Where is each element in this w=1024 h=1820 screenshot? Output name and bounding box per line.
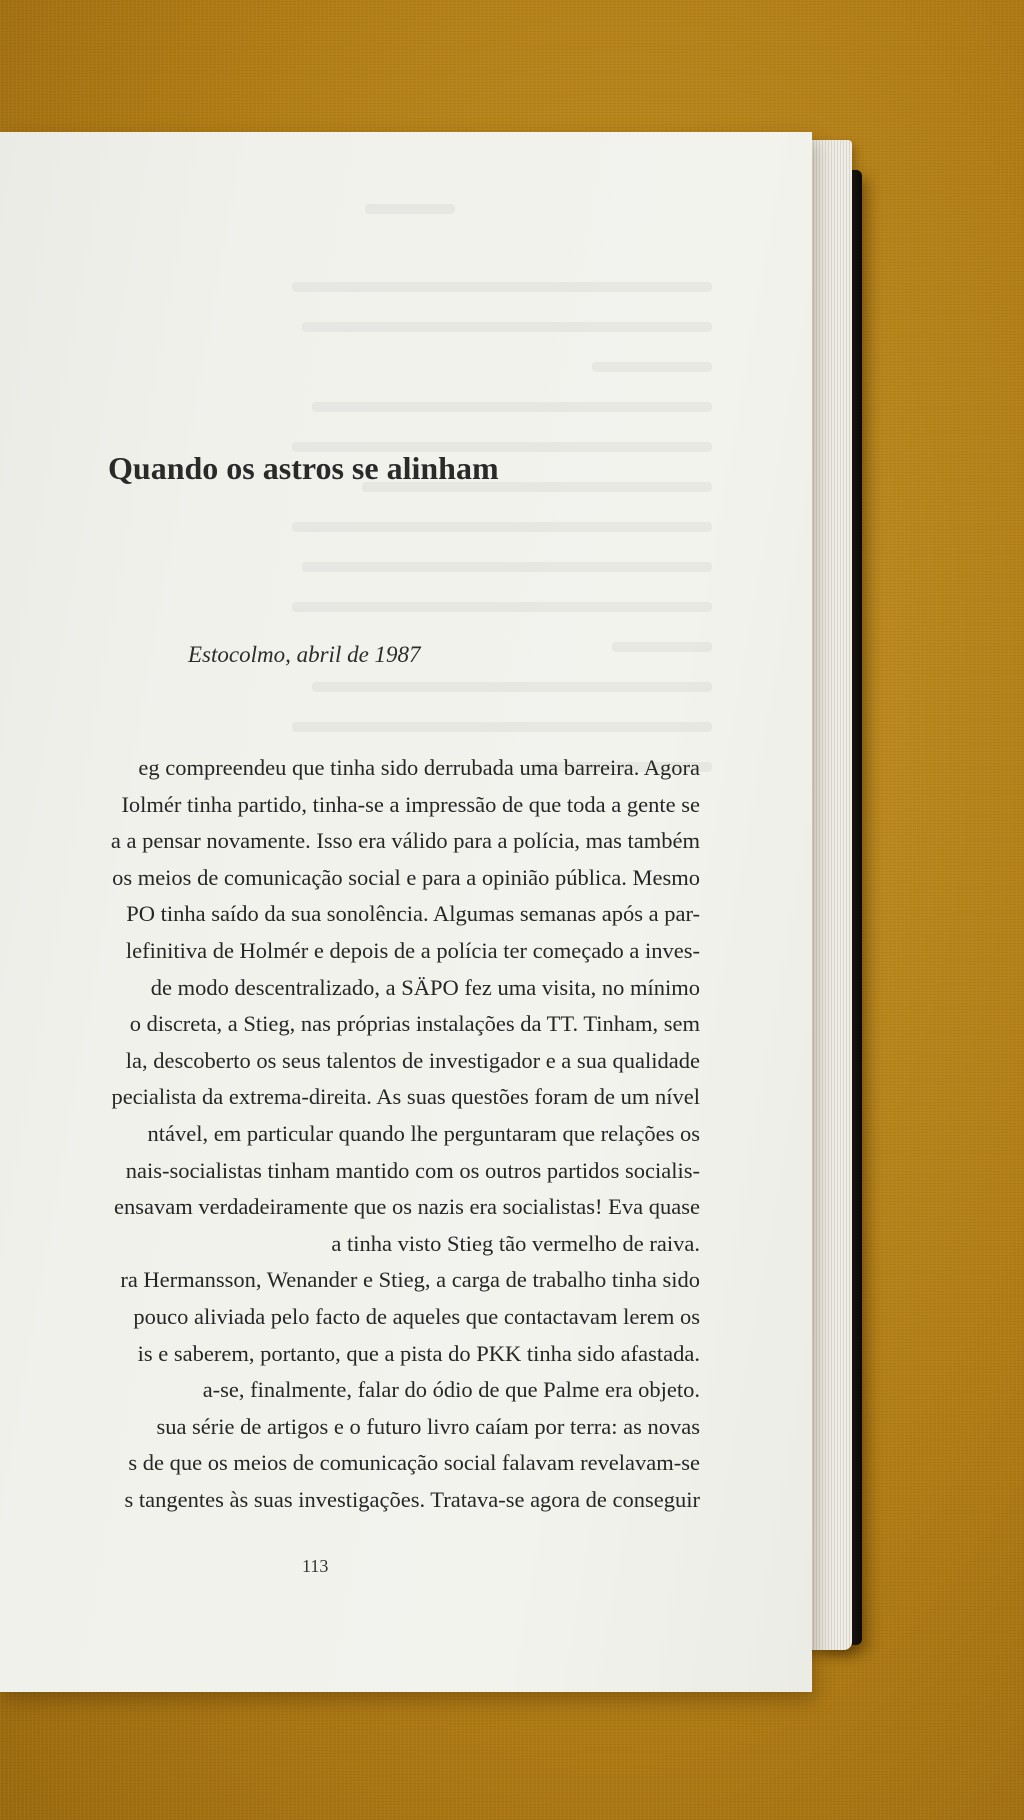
text-line: pouco aliviada pelo facto de aqueles que contactavam lerem os	[133, 1303, 700, 1329]
bleed-running-head	[365, 204, 455, 214]
text-line: s tangentes às suas investigações. Tratava-se agora de conseguir	[124, 1486, 700, 1512]
text-line: ensavam verdadeiramente que os nazis era socialistas! Eva quase	[114, 1194, 700, 1220]
text-line: PO tinha saído da sua sonolência. Algumas semanas após a par-	[126, 901, 700, 927]
text-line: o discreta, a Stieg, nas próprias instalações da TT. Tinham, sem	[129, 1011, 700, 1037]
text-line: a tinha visto Stieg tão vermelho de raiva.	[331, 1230, 700, 1256]
text-line: is e saberem, portanto, que a pista do PKK tinha sido afastada.	[137, 1340, 700, 1366]
text-line: ntável, em particular quando lhe perguntaram que relações os	[147, 1120, 700, 1146]
chapter-dateline: Estocolmo, abril de 1987	[188, 642, 421, 667]
text-line: eg compreendeu que tinha sido derrubada uma barreira. Agora	[138, 755, 700, 780]
text-line: sua série de artigos e o futuro livro caíam por terra: as novas	[156, 1413, 700, 1439]
body-text	[0, 750, 700, 1518]
text-line: de modo descentralizado, a SÄPO fez uma visita, no mínimo	[150, 974, 700, 1000]
text-line: Iolmér tinha partido, tinha-se a impressão de que toda a gente se	[121, 791, 700, 817]
chapter-title: Quando os astros se alinham	[108, 450, 499, 486]
text-line: s de que os meios de comunicação social falavam revelavam-se	[128, 1450, 700, 1476]
text-line: pecialista da extrema-direita. As suas questões foram de um nível	[111, 1084, 700, 1110]
book-page	[0, 132, 812, 1692]
text-line: lefinitiva de Holmér e depois de a polícia ter começado a inves-	[125, 937, 700, 963]
text-line: a a pensar novamente. Isso era válido para a polícia, mas também	[110, 828, 700, 854]
text-line: ra Hermansson, Wenander e Stieg, a carga de trabalho tinha sido	[120, 1267, 700, 1293]
text-line: os meios de comunicação social e para a opinião pública. Mesmo	[112, 864, 700, 890]
text-line: la, descoberto os seus talentos de investigador e a sua qualidade	[125, 1047, 700, 1073]
page-number: 113	[302, 1556, 329, 1576]
text-line: nais-socialistas tinham mantido com os outros partidos socialis-	[125, 1157, 700, 1183]
text-line: a-se, finalmente, falar do ódio de que Palme era objeto.	[202, 1377, 700, 1403]
